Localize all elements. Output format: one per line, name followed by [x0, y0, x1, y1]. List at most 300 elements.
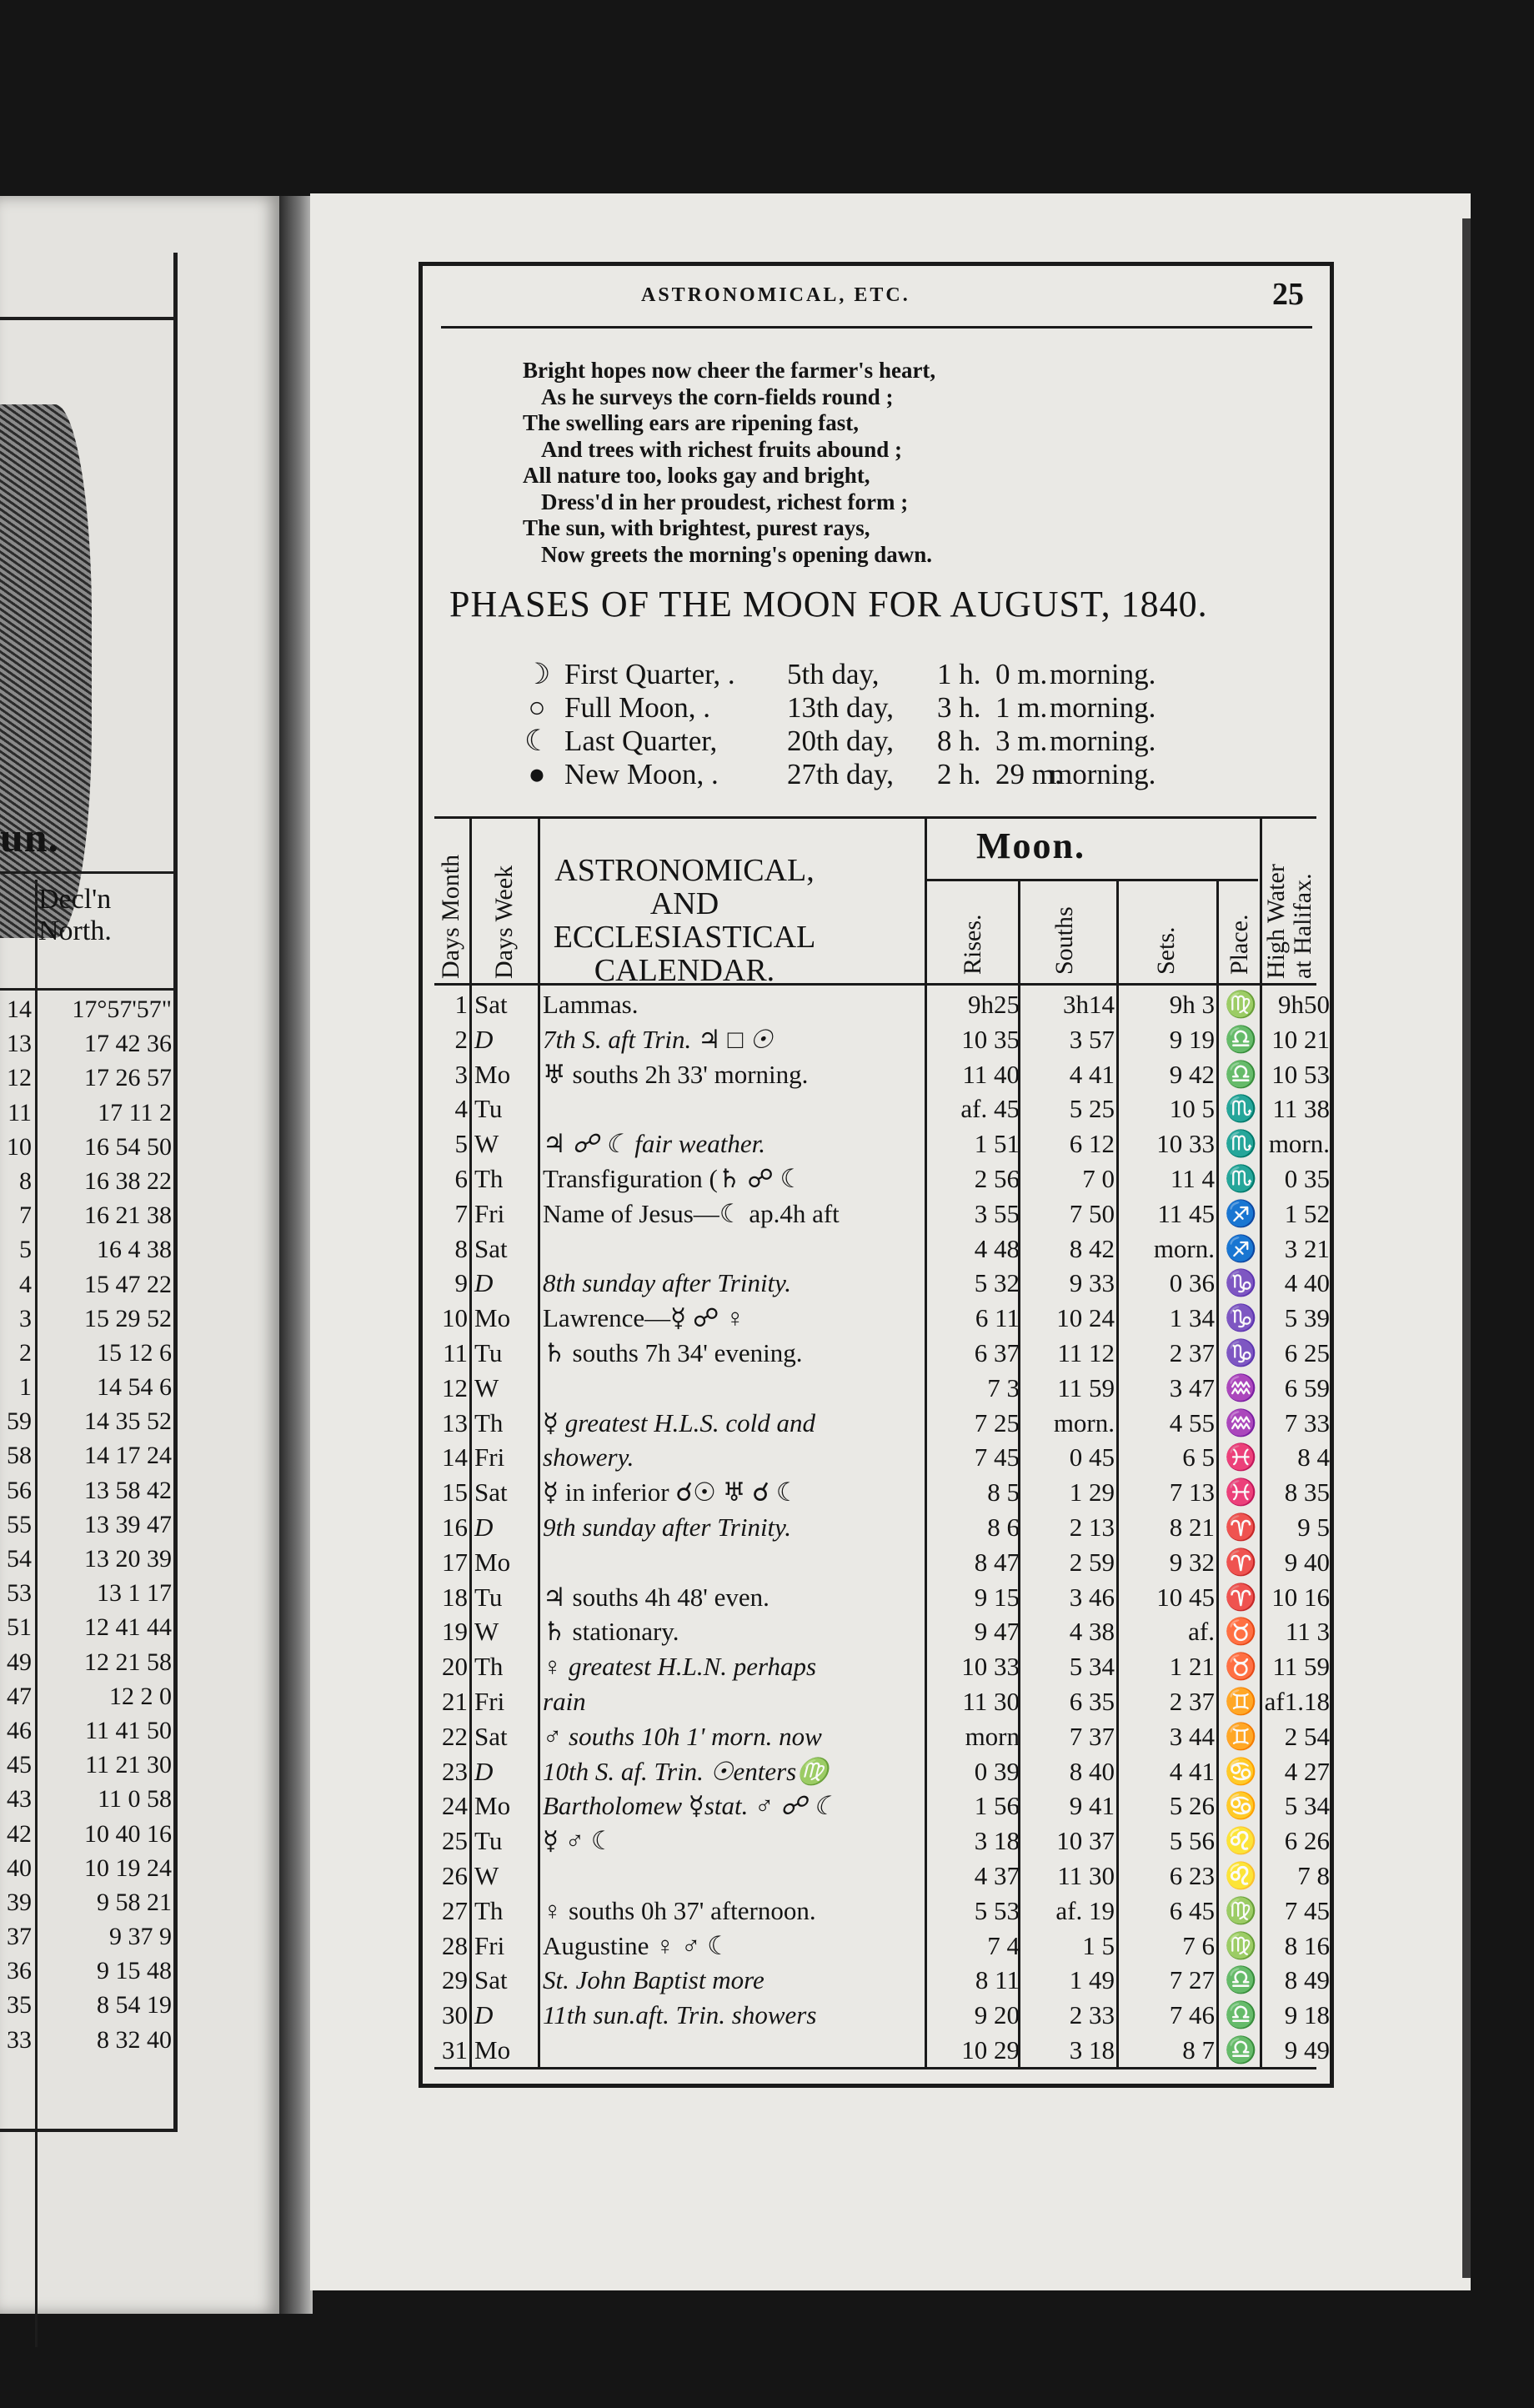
calendar-row — [434, 1859, 1330, 1894]
moon-souths-cell: 3 46 — [1069, 1582, 1115, 1612]
declination-cell: 12 41 44 — [84, 1613, 172, 1642]
calendar-row — [434, 1266, 1330, 1301]
moon-sets-cell: 4 41 — [1169, 1756, 1215, 1786]
moon-souths-cell: 1 29 — [1069, 1477, 1115, 1508]
calendar-row — [434, 1580, 1330, 1615]
phase-day: 13th day, — [787, 691, 894, 724]
high-water-cell: 9 49 — [1284, 2034, 1330, 2064]
moon-rises-cell: 9 20 — [974, 2000, 1020, 2030]
decl-row — [0, 1954, 173, 1988]
day-of-month-cell: 14 — [442, 1442, 468, 1472]
left-heading-rule — [0, 871, 173, 874]
moon-place-cell: ♎ — [1225, 2034, 1257, 2064]
high-water-cell: 5 39 — [1284, 1303, 1330, 1333]
moon-souths-cell: 9 33 — [1069, 1268, 1115, 1298]
day-of-month-cell: 11 — [443, 1337, 468, 1367]
moon-sets-cell: 7 13 — [1169, 1477, 1215, 1508]
decl-minutes-cell: 49 — [7, 1648, 32, 1676]
declination-cell: 13 20 39 — [84, 1545, 172, 1573]
high-water-cell: 11 38 — [1272, 1094, 1330, 1124]
calendar-row — [434, 1754, 1330, 1789]
day-of-month-cell: 2 — [454, 1024, 468, 1054]
moon-place-cell: ♈ — [1225, 1547, 1257, 1577]
day-of-month-cell: 6 — [454, 1163, 468, 1193]
declination-cell: 16 4 38 — [97, 1236, 172, 1264]
calendar-note-cell: 8th sunday after Trinity. — [543, 1268, 791, 1298]
day-of-month-cell: 4 — [454, 1094, 468, 1124]
moon-sets-cell: 8 21 — [1169, 1512, 1215, 1542]
calendar-row — [434, 2033, 1330, 2068]
phase-day: 5th day, — [787, 658, 880, 690]
left-page-heading: un. — [0, 814, 60, 860]
decl-minutes-cell: 35 — [7, 1991, 32, 2019]
moon-sets-cell: 4 55 — [1169, 1407, 1215, 1437]
poem-line: Dress'd in her proudest, richest form ; — [541, 489, 909, 514]
moon-souths-cell: 7 37 — [1069, 1721, 1115, 1751]
declination-cell: 17 42 36 — [84, 1030, 172, 1058]
moon-souths-cell: 2 33 — [1069, 2000, 1115, 2030]
day-of-week-cell: W — [474, 1129, 499, 1159]
decl-minutes-cell: 37 — [7, 1923, 32, 1951]
declination-cell: 16 54 50 — [84, 1132, 172, 1161]
decl-row — [0, 1576, 173, 1610]
day-of-month-cell: 28 — [442, 1930, 468, 1960]
declination-cell: 11 21 30 — [85, 1751, 172, 1779]
high-water-cell: 4 40 — [1284, 1268, 1330, 1298]
col-header-high-water-1: High Water — [1262, 864, 1290, 979]
moon-rises-cell: 3 55 — [974, 1198, 1020, 1228]
day-of-week-cell: Th — [474, 1407, 504, 1437]
day-of-month-cell: 12 — [442, 1372, 468, 1402]
decl-minutes-cell: 47 — [7, 1682, 32, 1710]
high-water-cell: 8 49 — [1284, 1965, 1330, 1995]
moon-souths-cell: 11 59 — [1057, 1372, 1115, 1402]
moon-rises-cell: 7 45 — [974, 1442, 1020, 1472]
right-page — [310, 193, 1471, 2290]
day-of-week-cell: D — [474, 1268, 494, 1298]
decl-row — [0, 1851, 173, 1885]
phase-period: morning. — [1050, 758, 1156, 790]
moon-sets-cell: 2 37 — [1169, 1686, 1215, 1716]
moon-rises-cell: 6 37 — [974, 1337, 1020, 1367]
day-of-week-cell: Sat — [474, 1721, 508, 1751]
decl-minutes-cell: 45 — [7, 1751, 32, 1779]
moon-place-cell: ♍ — [1225, 990, 1257, 1019]
day-of-week-cell: Sat — [474, 990, 508, 1019]
moon-place-cell: ♌ — [1225, 1826, 1257, 1856]
decl-row — [0, 1748, 173, 1782]
decl-minutes-cell: 10 — [7, 1132, 32, 1161]
moon-souths-cell: 6 35 — [1069, 1686, 1115, 1716]
day-of-month-cell: 13 — [442, 1407, 468, 1437]
day-of-month-cell: 20 — [442, 1652, 468, 1682]
moon-sets-cell: 9 42 — [1169, 1059, 1215, 1089]
moon-place-cell: ♍ — [1225, 1895, 1257, 1925]
book-gutter — [279, 196, 313, 2314]
decl-header — [38, 884, 112, 947]
high-water-cell: 9h50 — [1278, 990, 1330, 1019]
moon-place-cell: ♏ — [1225, 1094, 1257, 1124]
moon-rises-cell: af. 45 — [960, 1094, 1020, 1124]
calendar-note-cell: ♃ souths 4h 48' even. — [543, 1582, 770, 1612]
decl-minutes-cell: 55 — [7, 1510, 32, 1538]
moon-place-cell: ♓ — [1225, 1442, 1257, 1472]
high-water-cell: 10 21 — [1271, 1024, 1330, 1054]
calendar-note-cell: St. John Baptist more — [543, 1965, 764, 1995]
decl-row — [0, 1026, 173, 1061]
moon-rises-cell: 10 29 — [961, 2034, 1020, 2064]
day-of-week-cell: Mo — [474, 1059, 511, 1089]
moon-phase-icon: ☽ — [524, 658, 551, 690]
declination-cell: 11 0 58 — [98, 1785, 172, 1814]
decl-row — [0, 1336, 173, 1370]
phase-day: 27th day, — [787, 758, 894, 790]
moon-place-cell: ♐ — [1225, 1198, 1257, 1228]
calendar-note-cell: ♀ greatest H.L.N. perhaps — [543, 1652, 817, 1682]
col-header-souths: Souths — [1050, 906, 1078, 975]
calendar-rows — [434, 987, 1330, 2068]
phase-name: First Quarter, . — [564, 658, 735, 690]
moon-place-cell: ♓ — [1225, 1477, 1257, 1508]
moon-place-cell: ♍ — [1225, 1930, 1257, 1960]
moon-sets-cell: 10 33 — [1156, 1129, 1215, 1159]
moon-rises-cell: 1 56 — [974, 1791, 1020, 1821]
col-header-days-month: Days Month — [437, 854, 464, 979]
moon-place-cell: ♑ — [1225, 1268, 1257, 1298]
decl-header-line-1: Decl'n — [38, 884, 112, 915]
phase-minute: 3 m. — [995, 725, 1048, 757]
day-of-month-cell: 10 — [442, 1303, 468, 1333]
day-of-week-cell: Sat — [474, 1477, 508, 1508]
day-of-week-cell: Mo — [474, 1791, 511, 1821]
moon-sets-cell: 10 5 — [1169, 1094, 1215, 1124]
page-frame — [419, 262, 1334, 2088]
declination-cell: 14 35 52 — [84, 1407, 172, 1436]
decl-minutes-cell: 51 — [7, 1613, 32, 1642]
high-water-cell: 9 5 — [1297, 1512, 1330, 1542]
high-water-cell: 9 18 — [1284, 2000, 1330, 2030]
moon-place-cell: ♎ — [1225, 1059, 1257, 1089]
day-of-week-cell: W — [474, 1860, 499, 1890]
high-water-cell: 7 33 — [1284, 1407, 1330, 1437]
day-of-month-cell: 18 — [442, 1582, 468, 1612]
calendar-note-cell: ♂ souths 10h 1' morn. now — [543, 1721, 822, 1751]
decl-minutes-cell: 14 — [7, 996, 32, 1023]
high-water-cell: 1 52 — [1284, 1198, 1330, 1228]
decl-minutes-cell: 54 — [7, 1545, 32, 1573]
left-page — [0, 196, 279, 2314]
declination-cell: 14 17 24 — [84, 1442, 172, 1470]
declination-cell: 16 38 22 — [84, 1166, 172, 1195]
decl-header-line-2: North. — [38, 916, 112, 946]
high-water-cell: 8 35 — [1284, 1477, 1330, 1508]
calendar-row — [434, 1788, 1330, 1824]
moon-rises-cell: 6 11 — [975, 1303, 1020, 1333]
day-of-week-cell: Tu — [474, 1826, 503, 1856]
poem-line: As he surveys the corn-fields round ; — [541, 384, 894, 409]
decl-row — [0, 1198, 173, 1232]
phase-hour: 1 h. — [937, 658, 981, 690]
moon-souths-cell: 11 12 — [1057, 1337, 1115, 1367]
moon-sets-cell: 3 47 — [1169, 1372, 1215, 1402]
moon-place-cell: ♏ — [1225, 1129, 1257, 1159]
phase-name: Full Moon, . — [564, 691, 711, 724]
phase-name: New Moon, . — [564, 758, 719, 790]
phases-title: PHASES OF THE MOON FOR AUGUST, 1840. — [449, 584, 1208, 625]
moon-rises-cell: 7 25 — [974, 1407, 1020, 1437]
moon-rises-cell: 11 30 — [962, 1686, 1020, 1716]
high-water-cell: 10 16 — [1271, 1582, 1330, 1612]
moon-subheader-rule — [926, 879, 1258, 881]
day-of-week-cell: Fri — [474, 1930, 505, 1960]
moon-souths-cell: 1 49 — [1069, 1965, 1115, 1995]
moon-place-cell: ♋ — [1225, 1756, 1257, 1786]
calendar-row — [434, 1022, 1330, 1057]
calendar-note-cell: ♃ ☍ ☾ fair weather. — [543, 1129, 765, 1159]
calendar-row — [434, 1894, 1330, 1929]
moon-souths-cell: 11 30 — [1057, 1860, 1115, 1890]
day-of-week-cell: Tu — [474, 1582, 503, 1612]
calendar-row — [434, 1406, 1330, 1441]
calendar-title-line: CALENDAR. — [594, 953, 775, 988]
decl-row — [0, 1610, 173, 1644]
phase-minute: 29 m. — [995, 758, 1062, 790]
moon-souths-cell: 7 0 — [1082, 1163, 1115, 1193]
moon-sets-cell: 6 5 — [1182, 1442, 1215, 1472]
declination-cell: 9 15 48 — [97, 1957, 172, 1985]
moon-sets-cell: 5 56 — [1169, 1826, 1215, 1856]
decl-minutes-cell: 5 — [19, 1236, 32, 1264]
decl-minutes-cell: 4 — [19, 1270, 32, 1298]
poem-line: The swelling ears are ripening fast, — [523, 410, 859, 435]
high-water-cell: 3 21 — [1284, 1233, 1330, 1263]
moon-sets-cell: 1 34 — [1169, 1303, 1215, 1333]
day-of-week-cell: Th — [474, 1163, 504, 1193]
moon-place-cell: ♊ — [1225, 1721, 1257, 1751]
moon-heading: Moon. — [976, 825, 1085, 866]
calendar-row — [434, 1614, 1330, 1649]
day-of-month-cell: 8 — [454, 1233, 468, 1263]
moon-place-cell: ♎ — [1225, 1965, 1257, 1995]
col-header-rises: Rises. — [959, 914, 986, 975]
day-of-week-cell: Tu — [474, 1094, 503, 1124]
moon-rises-cell: morn — [965, 1721, 1020, 1751]
day-of-week-cell: W — [474, 1372, 499, 1402]
calendar-row — [434, 1301, 1330, 1336]
moon-place-cell: ♑ — [1225, 1303, 1257, 1333]
moon-souths-cell: 7 50 — [1069, 1198, 1115, 1228]
phase-period: morning. — [1050, 691, 1156, 724]
moon-souths-cell: 2 13 — [1069, 1512, 1115, 1542]
day-of-week-cell: D — [474, 1024, 494, 1054]
moon-place-cell: ♉ — [1225, 1652, 1257, 1682]
decl-minutes-cell: 59 — [7, 1407, 32, 1436]
calendar-row — [434, 1963, 1330, 1998]
declination-cell: 9 58 21 — [97, 1888, 172, 1916]
moon-place-cell: ♒ — [1225, 1372, 1257, 1402]
declination-cell: 13 58 42 — [84, 1476, 172, 1504]
moon-place-cell: ♐ — [1225, 1233, 1257, 1263]
day-of-week-cell: Mo — [474, 2034, 511, 2064]
decl-row — [0, 1438, 173, 1472]
day-of-month-cell: 16 — [442, 1512, 468, 1542]
moon-rises-cell: 5 32 — [974, 1268, 1020, 1298]
moon-place-cell: ♈ — [1225, 1582, 1257, 1612]
moon-souths-cell: af. 19 — [1055, 1895, 1115, 1925]
moon-sets-cell: 11 4 — [1170, 1163, 1215, 1193]
decl-minutes-cell: 53 — [7, 1579, 32, 1608]
calendar-note-cell: Transfiguration (♄ ☍ ☾ — [543, 1163, 804, 1193]
moon-rises-cell: 4 48 — [974, 1233, 1020, 1263]
moon-sets-cell: 1 21 — [1169, 1652, 1215, 1682]
day-of-month-cell: 9 — [454, 1268, 468, 1298]
calendar-note-cell: 9th sunday after Trinity. — [543, 1512, 791, 1542]
col-header-days-week: Days Week — [490, 865, 518, 979]
moon-sets-cell: 6 45 — [1169, 1895, 1215, 1925]
decl-row — [0, 1988, 173, 2022]
phase-hour: 3 h. — [937, 691, 981, 724]
moon-rises-cell: 2 56 — [974, 1163, 1020, 1193]
moon-rises-cell: 10 33 — [961, 1652, 1020, 1682]
decl-row — [0, 1473, 173, 1508]
calendar-note-cell: ♀ souths 0h 37' afternoon. — [543, 1895, 816, 1925]
moon-souths-cell: 5 34 — [1069, 1652, 1115, 1682]
calendar-row — [434, 1510, 1330, 1545]
calendar-note-cell: showery. — [543, 1442, 634, 1472]
running-head: ASTRONOMICAL, ETC. — [641, 284, 910, 306]
moon-souths-cell: 1 5 — [1082, 1930, 1115, 1960]
day-of-month-cell: 30 — [442, 2000, 468, 2030]
decl-minutes-cell: 36 — [7, 1957, 32, 1985]
page-number: 25 — [1272, 277, 1304, 312]
declination-cell: 13 1 17 — [97, 1579, 172, 1608]
decl-minutes-cell: 12 — [7, 1064, 32, 1092]
moon-sets-cell: af. — [1188, 1617, 1215, 1647]
declination-cell: 13 39 47 — [84, 1510, 172, 1538]
high-water-cell: 0 35 — [1284, 1163, 1330, 1193]
decl-row — [0, 1713, 173, 1748]
decl-minutes-cell: 46 — [7, 1716, 32, 1744]
day-of-week-cell: D — [474, 2000, 494, 2030]
declination-cell: 11 41 50 — [85, 1716, 172, 1744]
high-water-cell: 7 45 — [1284, 1895, 1330, 1925]
high-water-cell: 8 4 — [1297, 1442, 1330, 1472]
day-of-month-cell: 26 — [442, 1860, 468, 1890]
moon-phase-icon: ○ — [528, 691, 546, 724]
poem-line: And trees with richest fruits abound ; — [541, 436, 903, 462]
declination-cell: 8 54 19 — [97, 1991, 172, 2019]
decl-row — [0, 1370, 173, 1404]
col-header-high-water-2: at Halifax. — [1289, 873, 1316, 979]
high-water-cell: 6 26 — [1284, 1826, 1330, 1856]
moon-rises-cell: 4 37 — [974, 1860, 1020, 1890]
decl-row — [0, 1302, 173, 1336]
moon-souths-cell: 3 18 — [1069, 2034, 1115, 2064]
high-water-cell: 4 27 — [1284, 1756, 1330, 1786]
calendar-note-cell: Name of Jesus—☾ ap.4h aft — [543, 1198, 840, 1228]
day-of-week-cell: Fri — [474, 1198, 505, 1228]
moon-souths-cell: 3 57 — [1069, 1024, 1115, 1054]
decl-minutes-cell: 7 — [19, 1201, 32, 1230]
declination-cell: 12 2 0 — [109, 1682, 172, 1710]
calendar-row — [434, 1057, 1330, 1092]
moon-sets-cell: morn. — [1153, 1233, 1215, 1263]
decl-row — [0, 1782, 173, 1816]
decl-row — [0, 1404, 173, 1438]
phase-period: morning. — [1050, 658, 1156, 690]
moon-sets-cell: 0 36 — [1169, 1268, 1215, 1298]
calendar-title-line: ASTRONOMICAL, — [554, 853, 815, 888]
moon-place-cell: ♒ — [1225, 1407, 1257, 1437]
phase-day: 20th day, — [787, 725, 894, 757]
declination-cell: 17 11 2 — [98, 1098, 172, 1126]
decl-minutes-cell: 40 — [7, 1854, 32, 1882]
calendar-note-cell: Lawrence—☿ ☍ ♀ — [543, 1303, 745, 1333]
decl-minutes-cell: 39 — [7, 1888, 32, 1916]
decl-row — [0, 1130, 173, 1164]
day-of-week-cell: Th — [474, 1895, 504, 1925]
calendar-note-cell: ♄ stationary. — [543, 1617, 679, 1647]
day-of-week-cell: Tu — [474, 1337, 503, 1367]
moon-souths-cell: 3h14 — [1063, 990, 1115, 1019]
poem-line: All nature too, looks gay and bright, — [523, 463, 870, 488]
moon-souths-cell: 4 38 — [1069, 1617, 1115, 1647]
moon-place-cell: ♈ — [1225, 1512, 1257, 1542]
calendar-row — [434, 1232, 1330, 1267]
high-water-cell: 11 3 — [1285, 1617, 1330, 1647]
day-of-week-cell: Sat — [474, 1965, 508, 1995]
calendar-row — [434, 1091, 1330, 1126]
calendar-row — [434, 1684, 1330, 1719]
moon-rises-cell: 1 51 — [974, 1129, 1020, 1159]
moon-rises-cell: 7 3 — [987, 1372, 1020, 1402]
moon-rises-cell: 8 5 — [987, 1477, 1020, 1508]
high-water-cell: 6 59 — [1284, 1372, 1330, 1402]
high-water-cell: 10 53 — [1271, 1059, 1330, 1089]
decl-row — [0, 2023, 173, 2057]
moon-rises-cell: 9h25 — [968, 990, 1020, 1019]
phase-hour: 8 h. — [937, 725, 981, 757]
calendar-note-cell: 10th S. af. Trin. ☉enters♍ — [543, 1756, 829, 1786]
calendar-row — [434, 1126, 1330, 1161]
high-water-cell: 9 40 — [1284, 1547, 1330, 1577]
moon-sets-cell: 3 44 — [1169, 1721, 1215, 1751]
calendar-row — [434, 1371, 1330, 1406]
calendar-table — [434, 816, 1330, 2067]
calendar-title — [547, 854, 822, 987]
decl-minutes-cell: 43 — [7, 1785, 32, 1814]
decl-minutes-cell: 13 — [7, 1030, 32, 1058]
calendar-note-cell: rain — [543, 1686, 586, 1716]
day-of-month-cell: 19 — [442, 1617, 468, 1647]
moon-sets-cell: 7 6 — [1182, 1930, 1215, 1960]
moon-souths-cell: 10 37 — [1056, 1826, 1115, 1856]
calendar-row — [434, 1649, 1330, 1684]
decl-minutes-cell: 2 — [19, 1338, 32, 1367]
decl-row — [0, 1267, 173, 1302]
moon-rises-cell: 8 6 — [987, 1512, 1020, 1542]
high-water-cell: 5 34 — [1284, 1791, 1330, 1821]
calendar-note-cell: Augustine ♀ ♂ ☾ — [543, 1930, 730, 1960]
calendar-row — [434, 1998, 1330, 2033]
decl-minutes-cell: 3 — [19, 1304, 32, 1332]
day-of-month-cell: 15 — [442, 1477, 468, 1508]
decl-row — [0, 992, 173, 1026]
decl-row — [0, 1919, 173, 1954]
calendar-note-cell: 7th S. aft Trin. ♃ □ ☉ — [543, 1024, 773, 1054]
moon-souths-cell: 8 42 — [1069, 1233, 1115, 1263]
calendar-row — [434, 1545, 1330, 1580]
